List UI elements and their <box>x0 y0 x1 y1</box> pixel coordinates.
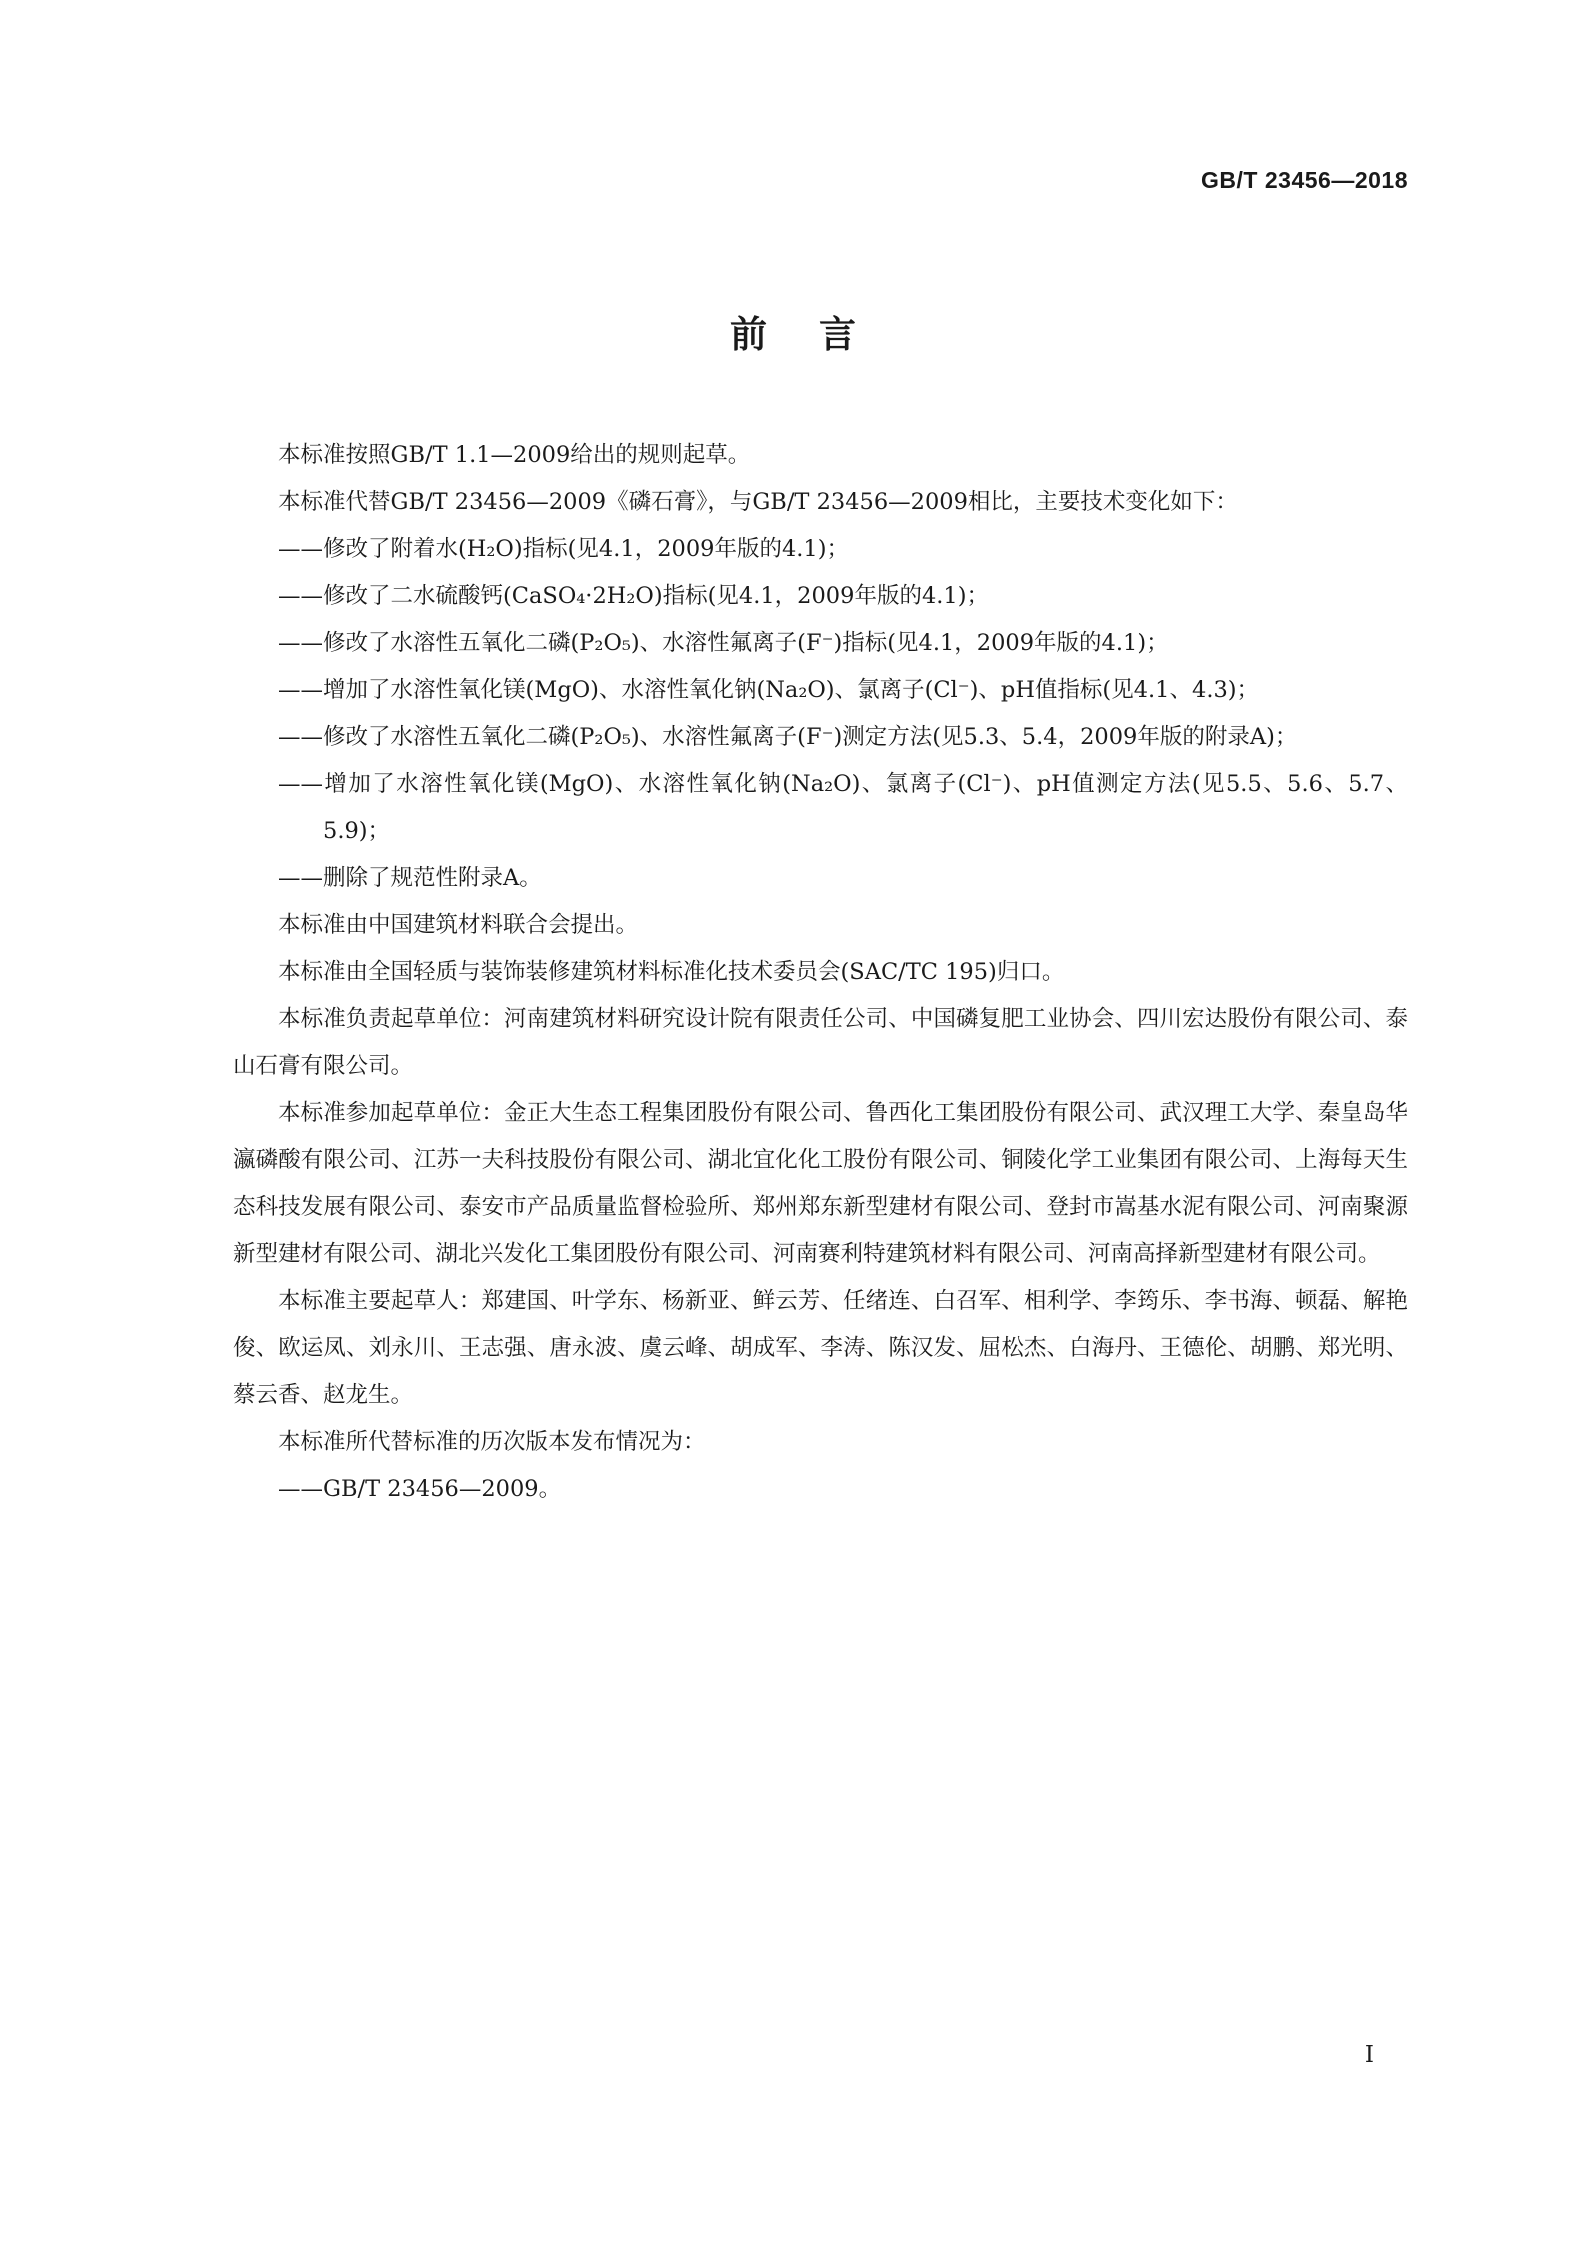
change-item: ——增加了水溶性氧化镁(MgO)、水溶性氧化钠(Na₂O)、氯离子(Cl⁻)、pH值指标(见4.1、4.3)； <box>278 677 1260 703</box>
paragraph-replacement: 本标准代替GB/T 23456—2009《磷石膏》，与GB/T 23456—2009相比，主要技术变化如下： <box>278 489 1238 515</box>
paragraph-participating-drafters: 本标准参加起草单位：金正大生态工程集团股份有限公司、鲁西化工集团股份有限公司、武汉理工大学、秦皇岛华瀛磷酸有限公司、江苏一夫科技股份有限公司、湖北宜化化工股份有限公司、铜陵化学工业集团有限公司、上海每天生态科技发展有限公司、泰安市产品质量监督检验所、郑州郑东新型建材有限公司、登封市嵩基水泥有限公司、河南聚源新型建材有限公司、湖北兴发化工集团股份有限公司、河南赛利特建筑材料有限公司、河南高择新型建材有限公司。 <box>233 1100 1408 1267</box>
history-item: ——GB/T 23456—2009。 <box>278 1476 562 1502</box>
change-item: ——修改了附着水(H₂O)指标(见4.1，2009年版的4.1)； <box>278 536 850 562</box>
standard-code: GB/T 23456—2018 <box>1201 167 1408 193</box>
change-item: ——删除了规范性附录A。 <box>278 865 542 891</box>
change-item: ——修改了水溶性五氧化二磷(P₂O₅)、水溶性氟离子(F⁻)指标(见4.1，2009年版的4.1)； <box>278 630 1169 656</box>
paragraph-committee: 本标准由全国轻质与装饰装修建筑材料标准化技术委员会(SAC/TC 195)归口。 <box>278 959 1065 985</box>
paragraph-main-drafters: 本标准主要起草人：郑建国、叶学东、杨新亚、鲜云芳、任绪连、白召军、相利学、李筠乐、李书海、顿磊、解艳俊、欧运凤、刘永川、王志强、唐永波、虞云峰、胡成军、李涛、陈汉发、屈松杰、白海丹、王德伦、胡鹏、郑光明、蔡云香、赵龙生。 <box>233 1288 1408 1408</box>
page-title: 前言 <box>730 313 908 356</box>
paragraph-lead-drafters: 本标准负责起草单位：河南建筑材料研究设计院有限责任公司、中国磷复肥工业协会、四川宏达股份有限公司、泰山石膏有限公司。 <box>233 1006 1408 1079</box>
page-number: I <box>1364 2042 1374 2068</box>
change-item: ——修改了水溶性五氧化二磷(P₂O₅)、水溶性氟离子(F⁻)测定方法(见5.3、5.4，2009年版的附录A)； <box>278 724 1298 750</box>
paragraph-drafting-rules: 本标准按照GB/T 1.1—2009给出的规则起草。 <box>278 442 751 468</box>
paragraph-proposer: 本标准由中国建筑材料联合会提出。 <box>278 912 639 938</box>
foreword-body <box>233 432 1408 1513</box>
change-item: ——增加了水溶性氧化镁(MgO)、水溶性氧化钠(Na₂O)、氯离子(Cl⁻)、pH值测定方法(见5.5、5.6、5.7、5.9)； <box>278 771 1408 844</box>
paragraph-history: 本标准所代替标准的历次版本发布情况为： <box>278 1429 706 1455</box>
change-item: ——修改了二水硫酸钙(CaSO₄·2H₂O)指标(见4.1，2009年版的4.1)； <box>278 583 990 609</box>
